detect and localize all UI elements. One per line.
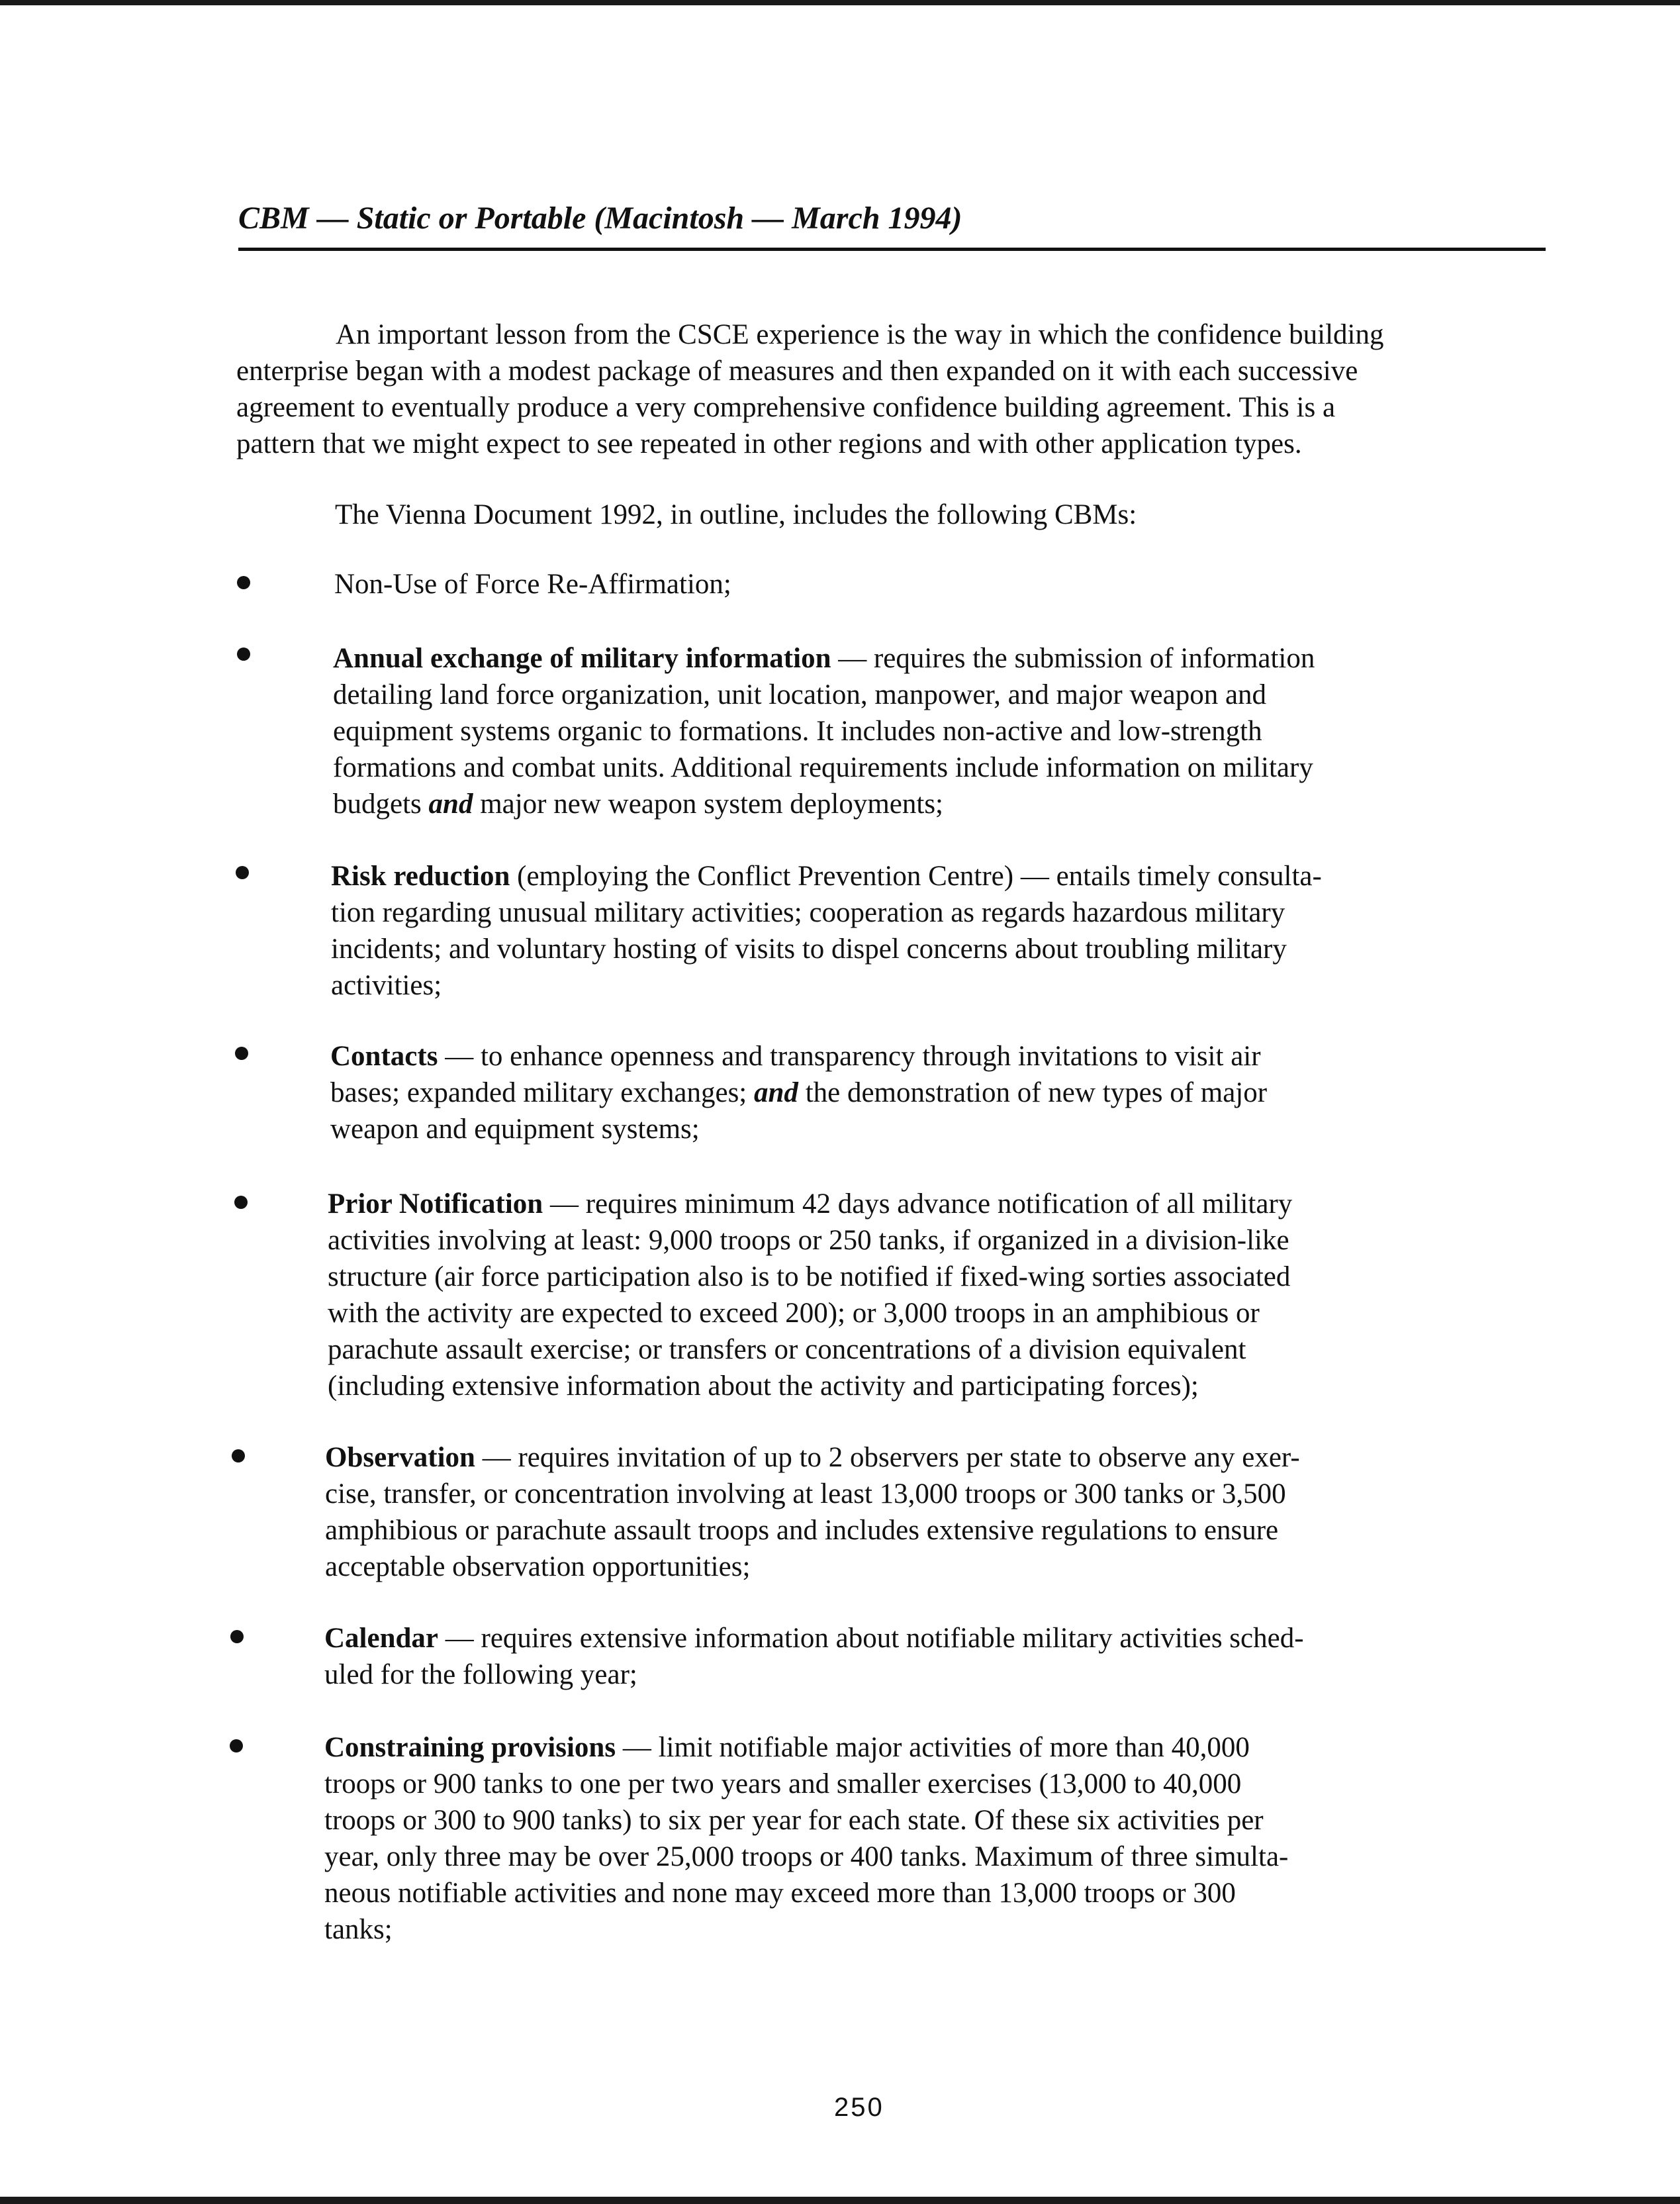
list-item-term: Contacts: [330, 1041, 438, 1072]
list-item-calendar: [324, 1620, 1304, 1693]
scan-edge-top: [0, 0, 1680, 5]
bullet-icon: [237, 576, 250, 589]
list-item-line: troops or 900 tanks to one per two years and smaller exercises (13,000 to 40,000: [324, 1768, 1242, 1799]
list-item-term: Risk reduction: [331, 861, 510, 892]
list-item-line: activities;: [331, 970, 442, 1001]
list-item-risk-reduction: [331, 858, 1322, 1004]
list-item-line: formations and combat units. Additional requirements include information on military: [333, 752, 1313, 783]
bullet-icon: [230, 1630, 244, 1643]
list-item-text: major new weapon system deployments;: [473, 789, 944, 820]
list-item-first-line: [330, 1038, 1267, 1075]
running-title: CBM — Static or Portable (Macintosh — March 1994): [238, 201, 962, 236]
list-item-term: Calendar: [324, 1623, 438, 1654]
list-item-text: — to enhance openness and transparency through invitations to visit air: [438, 1041, 1261, 1072]
list-item-constraining-provisions: [324, 1729, 1288, 1948]
bullet-icon: [234, 1196, 248, 1209]
page-number: 250: [834, 2093, 884, 2122]
list-item-line: incidents; and voluntary hosting of visits to dispel concerns about troubling military: [331, 934, 1287, 965]
list-item-text: budgets: [333, 789, 429, 820]
list-item-text: — limit notifiable major activities of more than 40,000: [616, 1732, 1250, 1763]
list-item-line: (including extensive information about the activity and participating forces);: [328, 1370, 1199, 1402]
list-item-first-line: [333, 640, 1315, 677]
list-item-term: Prior Notification: [328, 1188, 543, 1220]
list-item-prior-notification: [328, 1186, 1292, 1404]
list-item-line: tanks;: [324, 1914, 393, 1945]
list-item-first-line: [325, 1439, 1300, 1476]
list-item-text: — requires extensive information about notifiable military activities sched-: [438, 1623, 1304, 1654]
bullet-icon: [236, 866, 249, 879]
list-item-line: weapon and equipment systems;: [330, 1114, 700, 1145]
list-item-first-line: [324, 1620, 1304, 1656]
intro-line: agreement to eventually produce a very comprehensive confidence building agreement. This is a: [236, 392, 1336, 423]
list-item-contacts: [330, 1038, 1267, 1147]
list-item-line: [330, 1075, 1267, 1111]
list-item-line: with the activity are expected to exceed 200); or 3,000 troops in an amphibious or: [328, 1298, 1260, 1329]
list-item-term: Annual exchange of military information: [333, 643, 831, 674]
list-item-non-use-of-force: [334, 566, 731, 602]
bullet-icon: [230, 1739, 243, 1752]
list-item-line: year, only three may be over 25,000 troops or 400 tanks. Maximum of three simulta-: [324, 1841, 1289, 1872]
list-item-annual-exchange: [333, 640, 1315, 822]
list-item-line: detailing land force organization, unit location, manpower, and major weapon and: [333, 679, 1267, 710]
list-item-text: — requires invitation of up to 2 observers per state to observe any exer-: [475, 1442, 1300, 1473]
list-item-line: structure (air force participation also is to be notified if fixed-wing sorties associated: [328, 1261, 1291, 1292]
intro-line: pattern that we might expect to see repeated in other regions and with other application types.: [236, 428, 1302, 459]
list-item-line: tion regarding unusual military activities; cooperation as regards hazardous military: [331, 897, 1285, 928]
list-item-text: — requires the submission of information: [831, 643, 1315, 674]
list-item-text: bases; expanded military exchanges;: [330, 1077, 755, 1108]
list-item-text: the demonstration of new types of major: [798, 1077, 1268, 1108]
list-item-text: (employing the Conflict Prevention Centre) — entails timely consulta-: [510, 861, 1322, 892]
list-item-line: cise, transfer, or concentration involving at least 13,000 troops or 300 tanks or 3,500: [325, 1478, 1286, 1509]
bullet-icon: [237, 647, 250, 661]
list-item-line: troops or 300 to 900 tanks) to six per year for each state. Of these six activities per: [324, 1805, 1264, 1836]
intro-line: enterprise began with a modest package of measures and then expanded on it with each successive: [236, 356, 1358, 387]
list-item-first-line: [324, 1729, 1288, 1766]
list-item-line: parachute assault exercise; or transfers or concentrations of a division equivalent: [328, 1334, 1246, 1365]
list-item-observation: [325, 1439, 1300, 1585]
list-item-first-line: [328, 1186, 1292, 1222]
header-rule: [238, 248, 1546, 251]
outline-lead: The Vienna Document 1992, in outline, includes the following CBMs:: [335, 499, 1137, 530]
list-item-line: [333, 786, 1315, 822]
list-item-term: Constraining provisions: [324, 1732, 616, 1763]
list-item-line: activities involving at least: 9,000 troops or 250 tanks, if organized in a division-like: [328, 1225, 1289, 1256]
bullet-icon: [235, 1047, 248, 1060]
list-item-line: neous notifiable activities and none may exceed more than 13,000 troops or 300: [324, 1878, 1236, 1909]
intro-line: An important lesson from the CSCE experience is the way in which the confidence building: [336, 319, 1384, 350]
scan-edge-bottom: [0, 2197, 1680, 2204]
bullet-icon: [232, 1449, 245, 1462]
list-item-first-line: [331, 858, 1322, 894]
list-item-text: — requires minimum 42 days advance notification of all military: [543, 1188, 1293, 1220]
intro-paragraph: [236, 316, 1383, 462]
list-item-line: uled for the following year;: [324, 1659, 637, 1690]
list-item-line: amphibious or parachute assault troops and includes extensive regulations to ensure: [325, 1515, 1279, 1546]
emphasis-and: and: [754, 1077, 798, 1108]
emphasis-and: and: [428, 789, 473, 820]
list-item-term: Observation: [325, 1442, 475, 1473]
list-item-line: Non-Use of Force Re-Affirmation;: [334, 569, 731, 600]
list-item-line: acceptable observation opportunities;: [325, 1551, 751, 1582]
list-item-line: equipment systems organic to formations. It includes non-active and low-strength: [333, 716, 1262, 747]
